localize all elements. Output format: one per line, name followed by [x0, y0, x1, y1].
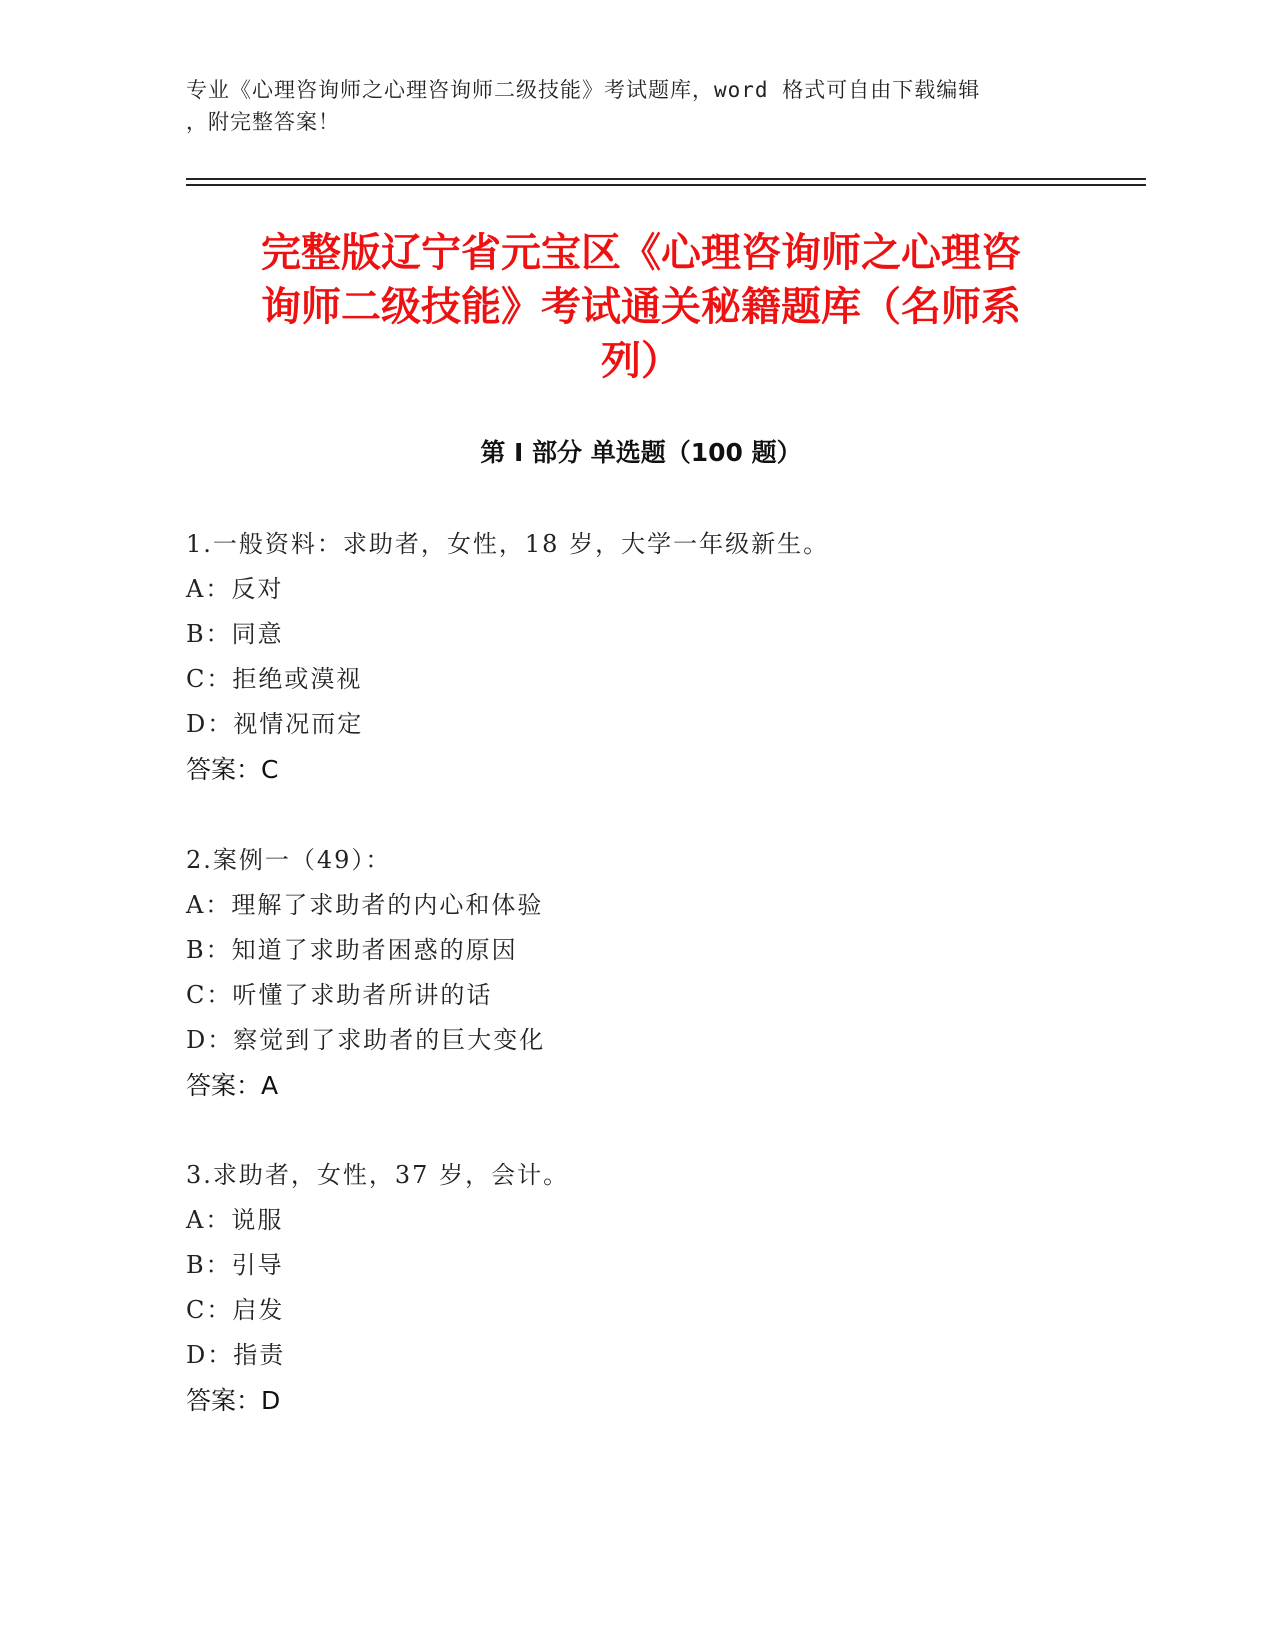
option-d: D：察觉到了求助者的巨大变化 [186, 1026, 546, 1054]
question-3 [186, 1153, 1086, 1423]
option-c: C：拒绝或漠视 [186, 665, 363, 693]
option-c: C：听懂了求助者所讲的话 [186, 981, 493, 1009]
option-a: A：说服 [186, 1206, 284, 1234]
option-d: D：指责 [186, 1341, 286, 1369]
option-d: D：视情况而定 [186, 710, 364, 738]
question-1 [186, 522, 1086, 792]
option-b: B：知道了求助者困惑的原因 [186, 936, 518, 964]
question-2 [186, 838, 1086, 1108]
question-stem: 2.案例一（49）： [186, 846, 392, 874]
answer: 答案：C [186, 755, 279, 784]
option-b: B：引导 [186, 1251, 284, 1279]
option-a: A：反对 [186, 575, 284, 603]
option-b: B：同意 [186, 620, 284, 648]
header-divider-top [186, 178, 1146, 180]
section-title: 第 I 部分 单选题（100 题） [480, 438, 802, 467]
document-title [186, 226, 1096, 388]
document-title-line-1: 完整版辽宁省元宝区《心理咨询师之心理咨 [261, 230, 1021, 276]
option-a: A：理解了求助者的内心和体验 [186, 891, 544, 919]
document-title-line-2: 询师二级技能》考试通关秘籍题库（名师系 [261, 284, 1021, 330]
header-note-line-2: ，附完整答案！ [186, 110, 340, 134]
document-title-line-3: 列） [601, 338, 681, 384]
answer: 答案：D [186, 1386, 281, 1415]
header-note-line-1: 专业《心理咨询师之心理咨询师二级技能》考试题库，word 格式可自由下载编辑 [186, 78, 981, 102]
question-stem: 1.一般资料：求助者，女性，18 岁，大学一年级新生。 [186, 530, 830, 558]
question-stem: 3.求助者，女性，37 岁，会计。 [186, 1161, 570, 1189]
option-c: C：启发 [186, 1296, 285, 1324]
header-divider-bottom [186, 184, 1146, 186]
answer: 答案：A [186, 1071, 279, 1100]
header-note [186, 74, 1086, 138]
